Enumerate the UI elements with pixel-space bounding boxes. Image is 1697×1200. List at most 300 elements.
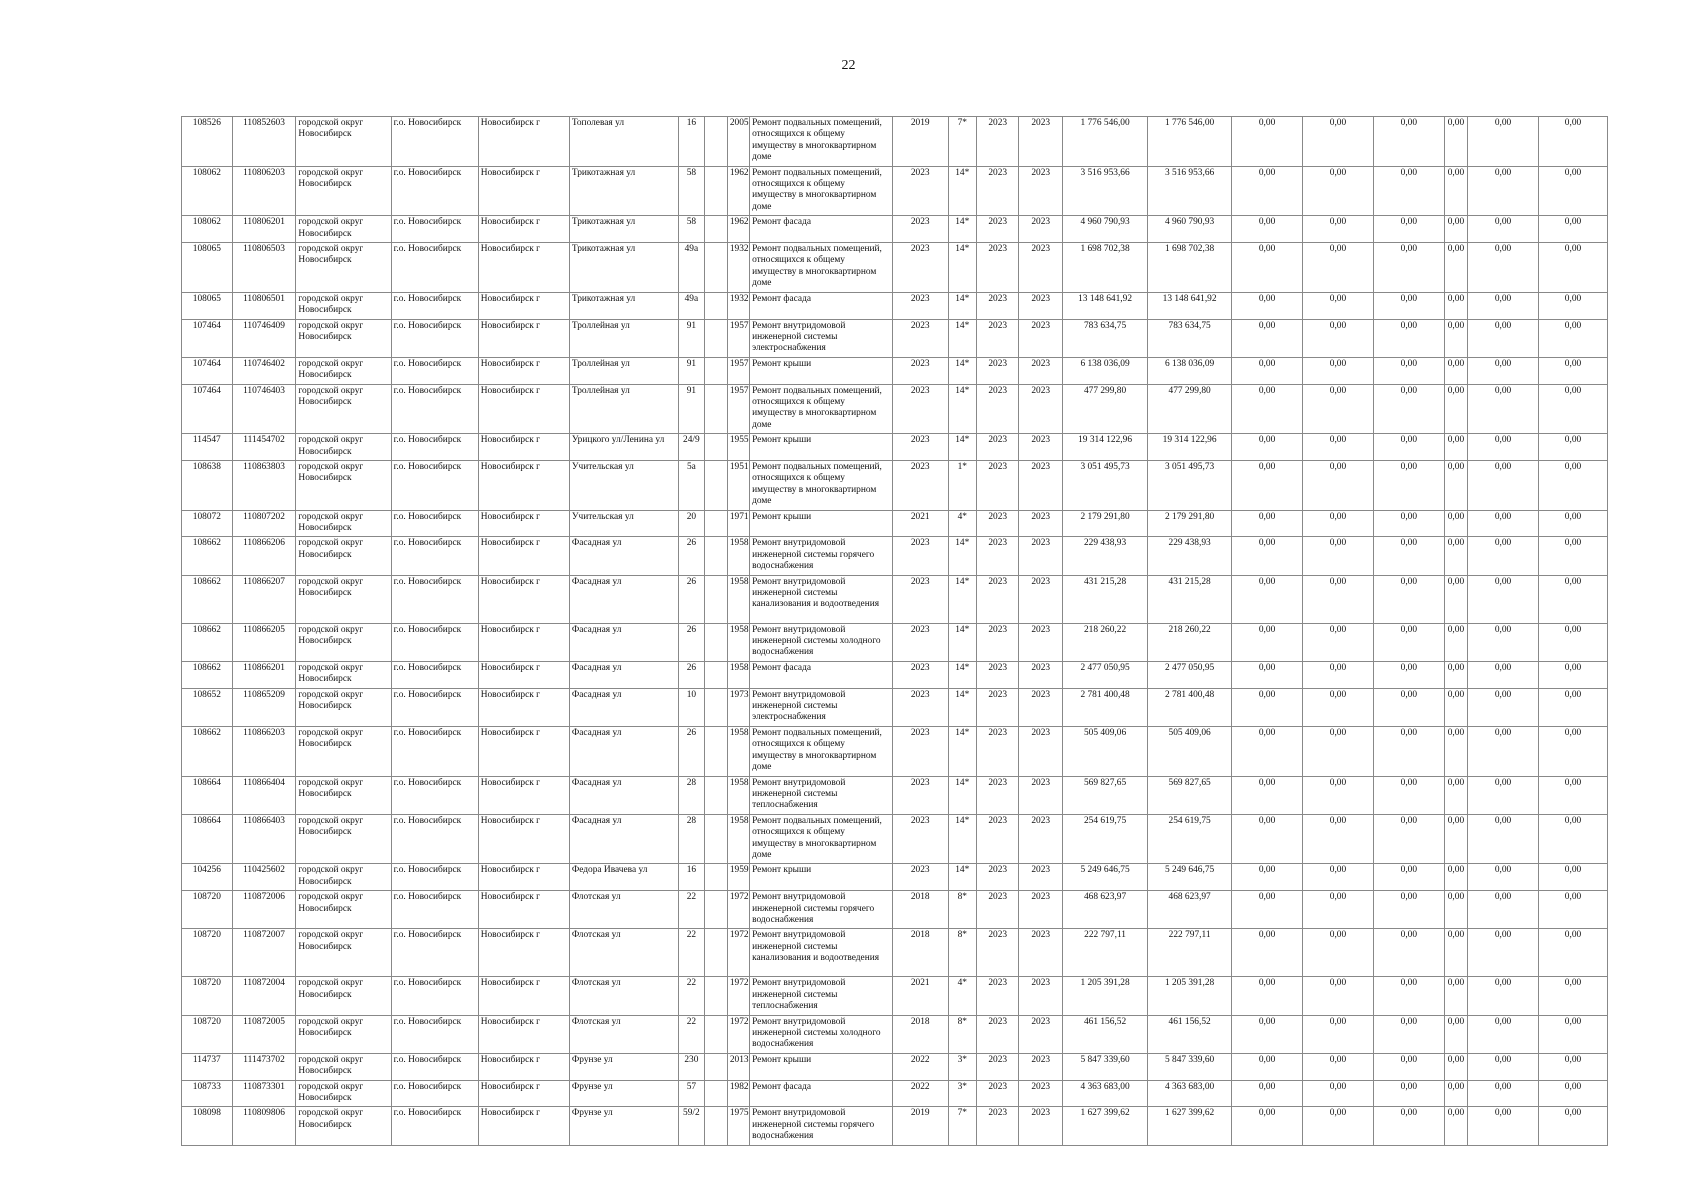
cell-fund-4: 0,00 <box>1444 688 1467 726</box>
cell-end-year: 2023 <box>1019 1015 1063 1053</box>
cell-building-id: 108062 <box>182 216 233 243</box>
cell-building-letter <box>704 166 727 216</box>
cell-fund-5: 0,00 <box>1468 977 1539 1015</box>
cell-plan-year: 2023 <box>892 776 948 814</box>
cell-end-year: 2023 <box>1019 575 1063 623</box>
cell-fund-3: 0,00 <box>1373 434 1444 461</box>
table-row <box>182 166 1608 216</box>
cell-building-letter <box>704 776 727 814</box>
cell-fund-6: 0,00 <box>1538 688 1607 726</box>
cell-fund-4: 0,00 <box>1444 357 1467 384</box>
cell-work-type: Ремонт фасада <box>750 292 893 319</box>
cell-work-code: 110866206 <box>232 537 296 575</box>
cell-fund-5: 0,00 <box>1468 243 1539 293</box>
cell-urban-okrug: г.о. Новосибирск <box>391 929 478 977</box>
cell-work-type: Ремонт крыши <box>750 434 893 461</box>
cell-build-year: 1957 <box>727 384 749 434</box>
cell-building-id: 107464 <box>182 357 233 384</box>
cell-fund-5: 0,00 <box>1468 661 1539 688</box>
cell-work-code: 110425602 <box>232 864 296 891</box>
cell-fund-2: 0,00 <box>1303 864 1374 891</box>
cell-fund-1: 0,00 <box>1232 726 1303 776</box>
cell-street: Троллейная ул <box>569 319 678 357</box>
cell-cost: 4 363 683,00 <box>1063 1080 1148 1107</box>
cell-building-letter <box>704 864 727 891</box>
cell-cost: 3 516 953,66 <box>1063 166 1148 216</box>
cell-municipal-district: городской округ Новосибирск <box>296 1107 391 1145</box>
cell-street: Учительская ул <box>569 510 678 537</box>
cell-end-year: 2023 <box>1019 117 1063 167</box>
cell-plan-year: 2023 <box>892 726 948 776</box>
cell-fund-4: 0,00 <box>1444 575 1467 623</box>
cell-fund-3: 0,00 <box>1373 977 1444 1015</box>
cell-urban-okrug: г.о. Новосибирск <box>391 575 478 623</box>
cell-total-cost: 1 776 546,00 <box>1148 117 1232 167</box>
cell-build-year: 1958 <box>727 623 749 661</box>
cell-fund-5: 0,00 <box>1468 292 1539 319</box>
cell-fund-3: 0,00 <box>1373 166 1444 216</box>
cell-fund-4: 0,00 <box>1444 292 1467 319</box>
cell-work-code: 110872006 <box>232 891 296 929</box>
cell-fund-5: 0,00 <box>1468 319 1539 357</box>
cell-end-year: 2023 <box>1019 1107 1063 1145</box>
cell-fund-2: 0,00 <box>1303 688 1374 726</box>
cell-start-year: 2023 <box>976 384 1019 434</box>
cell-municipal-district: городской округ Новосибирск <box>296 864 391 891</box>
cell-municipal-district: городской округ Новосибирск <box>296 929 391 977</box>
cell-fund-2: 0,00 <box>1303 537 1374 575</box>
cell-city: Новосибирск г <box>478 977 569 1015</box>
cell-street: Фасадная ул <box>569 688 678 726</box>
cell-work-code: 110806201 <box>232 216 296 243</box>
cell-urban-okrug: г.о. Новосибирск <box>391 1107 478 1145</box>
cell-fund-4: 0,00 <box>1444 243 1467 293</box>
cell-fund-2: 0,00 <box>1303 434 1374 461</box>
cell-fund-5: 0,00 <box>1468 726 1539 776</box>
cell-cost: 2 477 050,95 <box>1063 661 1148 688</box>
cell-work-type: Ремонт подвальных помещений, относящихся к общему имуществу в многоквартирном доме <box>750 814 893 864</box>
cell-building-letter <box>704 575 727 623</box>
cell-municipal-district: городской округ Новосибирск <box>296 319 391 357</box>
cell-building-id: 108664 <box>182 814 233 864</box>
cell-building-letter <box>704 1080 727 1107</box>
cell-house-number: 49а <box>679 292 704 319</box>
cell-total-cost: 1 627 399,62 <box>1148 1107 1232 1145</box>
cell-start-year: 2023 <box>976 776 1019 814</box>
cell-street: Фасадная ул <box>569 537 678 575</box>
table-row <box>182 661 1608 688</box>
cell-fund-6: 0,00 <box>1538 1015 1607 1053</box>
cell-municipal-district: городской округ Новосибирск <box>296 891 391 929</box>
cell-fund-1: 0,00 <box>1232 166 1303 216</box>
cell-fund-5: 0,00 <box>1468 623 1539 661</box>
cell-fund-4: 0,00 <box>1444 460 1467 510</box>
cell-street: Фрунзе ул <box>569 1053 678 1080</box>
cell-end-year: 2023 <box>1019 891 1063 929</box>
cell-total-cost: 505 409,06 <box>1148 726 1232 776</box>
cell-urban-okrug: г.о. Новосибирск <box>391 166 478 216</box>
cell-fund-2: 0,00 <box>1303 776 1374 814</box>
cell-house-number: 28 <box>679 814 704 864</box>
cell-fund-6: 0,00 <box>1538 243 1607 293</box>
cell-note-mark: 14* <box>948 357 976 384</box>
cell-fund-2: 0,00 <box>1303 623 1374 661</box>
cell-start-year: 2023 <box>976 510 1019 537</box>
cell-urban-okrug: г.о. Новосибирск <box>391 891 478 929</box>
cell-fund-6: 0,00 <box>1538 726 1607 776</box>
table-row <box>182 216 1608 243</box>
cell-municipal-district: городской округ Новосибирск <box>296 1053 391 1080</box>
cell-house-number: 22 <box>679 891 704 929</box>
cell-building-id: 108662 <box>182 537 233 575</box>
cell-house-number: 24/9 <box>679 434 704 461</box>
cell-plan-year: 2023 <box>892 166 948 216</box>
cell-start-year: 2023 <box>976 977 1019 1015</box>
cell-fund-1: 0,00 <box>1232 776 1303 814</box>
cell-fund-2: 0,00 <box>1303 1053 1374 1080</box>
cell-building-letter <box>704 977 727 1015</box>
cell-city: Новосибирск г <box>478 292 569 319</box>
cell-building-id: 114547 <box>182 434 233 461</box>
cell-urban-okrug: г.о. Новосибирск <box>391 292 478 319</box>
cell-street: Фрунзе ул <box>569 1080 678 1107</box>
cell-building-id: 108526 <box>182 117 233 167</box>
cell-fund-3: 0,00 <box>1373 864 1444 891</box>
cell-build-year: 1962 <box>727 216 749 243</box>
table-row <box>182 1080 1608 1107</box>
cell-house-number: 16 <box>679 864 704 891</box>
cell-fund-6: 0,00 <box>1538 977 1607 1015</box>
cell-house-number: 26 <box>679 537 704 575</box>
cell-street: Флотская ул <box>569 1015 678 1053</box>
cell-end-year: 2023 <box>1019 357 1063 384</box>
cell-building-letter <box>704 661 727 688</box>
cell-plan-year: 2023 <box>892 814 948 864</box>
cell-building-letter <box>704 117 727 167</box>
cell-fund-2: 0,00 <box>1303 510 1374 537</box>
cell-house-number: 58 <box>679 216 704 243</box>
cell-fund-6: 0,00 <box>1538 537 1607 575</box>
cell-fund-4: 0,00 <box>1444 537 1467 575</box>
cell-fund-3: 0,00 <box>1373 510 1444 537</box>
cell-plan-year: 2023 <box>892 319 948 357</box>
cell-fund-5: 0,00 <box>1468 891 1539 929</box>
cell-building-id: 108662 <box>182 575 233 623</box>
cell-fund-1: 0,00 <box>1232 117 1303 167</box>
cell-note-mark: 14* <box>948 726 976 776</box>
cell-work-type: Ремонт подвальных помещений, относящихся к общему имуществу в многоквартирном доме <box>750 460 893 510</box>
cell-house-number: 5а <box>679 460 704 510</box>
cell-urban-okrug: г.о. Новосибирск <box>391 1053 478 1080</box>
cell-cost: 1 627 399,62 <box>1063 1107 1148 1145</box>
cell-start-year: 2023 <box>976 460 1019 510</box>
cell-build-year: 1951 <box>727 460 749 510</box>
cell-fund-1: 0,00 <box>1232 357 1303 384</box>
cell-note-mark: 14* <box>948 384 976 434</box>
table-row <box>182 1053 1608 1080</box>
table-row <box>182 319 1608 357</box>
cell-fund-3: 0,00 <box>1373 357 1444 384</box>
cell-fund-3: 0,00 <box>1373 726 1444 776</box>
cell-city: Новосибирск г <box>478 688 569 726</box>
cell-work-type: Ремонт крыши <box>750 510 893 537</box>
cell-work-code: 110872007 <box>232 929 296 977</box>
cell-fund-6: 0,00 <box>1538 575 1607 623</box>
cell-urban-okrug: г.о. Новосибирск <box>391 623 478 661</box>
cell-plan-year: 2018 <box>892 929 948 977</box>
cell-total-cost: 229 438,93 <box>1148 537 1232 575</box>
table-body <box>182 117 1608 1146</box>
cell-start-year: 2023 <box>976 726 1019 776</box>
cell-work-type: Ремонт фасада <box>750 1080 893 1107</box>
cell-plan-year: 2023 <box>892 434 948 461</box>
cell-street: Урицкого ул/Ленина ул <box>569 434 678 461</box>
cell-fund-4: 0,00 <box>1444 726 1467 776</box>
cell-cost: 2 781 400,48 <box>1063 688 1148 726</box>
cell-building-letter <box>704 243 727 293</box>
cell-house-number: 20 <box>679 510 704 537</box>
cell-fund-2: 0,00 <box>1303 357 1374 384</box>
cell-fund-3: 0,00 <box>1373 384 1444 434</box>
cell-work-type: Ремонт внутридомовой инженерной системы горячего водоснабжения <box>750 891 893 929</box>
cell-city: Новосибирск г <box>478 384 569 434</box>
cell-fund-5: 0,00 <box>1468 1080 1539 1107</box>
cell-start-year: 2023 <box>976 537 1019 575</box>
cell-total-cost: 783 634,75 <box>1148 319 1232 357</box>
cell-cost: 505 409,06 <box>1063 726 1148 776</box>
cell-fund-5: 0,00 <box>1468 776 1539 814</box>
cell-total-cost: 222 797,11 <box>1148 929 1232 977</box>
cell-house-number: 91 <box>679 357 704 384</box>
cell-plan-year: 2023 <box>892 460 948 510</box>
cell-fund-5: 0,00 <box>1468 537 1539 575</box>
cell-fund-1: 0,00 <box>1232 977 1303 1015</box>
cell-fund-4: 0,00 <box>1444 117 1467 167</box>
cell-urban-okrug: г.о. Новосибирск <box>391 216 478 243</box>
cell-fund-1: 0,00 <box>1232 1080 1303 1107</box>
cell-building-id: 108662 <box>182 726 233 776</box>
cell-fund-1: 0,00 <box>1232 537 1303 575</box>
cell-house-number: 26 <box>679 661 704 688</box>
cell-building-id: 108065 <box>182 292 233 319</box>
cell-fund-5: 0,00 <box>1468 1015 1539 1053</box>
cell-fund-2: 0,00 <box>1303 243 1374 293</box>
cell-total-cost: 4 363 683,00 <box>1148 1080 1232 1107</box>
cell-note-mark: 14* <box>948 575 976 623</box>
cell-fund-6: 0,00 <box>1538 384 1607 434</box>
cell-build-year: 1955 <box>727 434 749 461</box>
cell-start-year: 2023 <box>976 864 1019 891</box>
cell-end-year: 2023 <box>1019 726 1063 776</box>
cell-work-type: Ремонт внутридомовой инженерной системы теплоснабжения <box>750 977 893 1015</box>
cell-fund-5: 0,00 <box>1468 166 1539 216</box>
cell-fund-3: 0,00 <box>1373 661 1444 688</box>
cell-total-cost: 19 314 122,96 <box>1148 434 1232 461</box>
cell-start-year: 2023 <box>976 661 1019 688</box>
cell-fund-5: 0,00 <box>1468 460 1539 510</box>
cell-fund-4: 0,00 <box>1444 814 1467 864</box>
cell-plan-year: 2023 <box>892 661 948 688</box>
cell-total-cost: 1 205 391,28 <box>1148 977 1232 1015</box>
cell-urban-okrug: г.о. Новосибирск <box>391 460 478 510</box>
table-row <box>182 117 1608 167</box>
cell-build-year: 1958 <box>727 726 749 776</box>
table-row <box>182 688 1608 726</box>
cell-street: Трикотажная ул <box>569 166 678 216</box>
cell-municipal-district: городской округ Новосибирск <box>296 292 391 319</box>
cell-street: Фрунзе ул <box>569 1107 678 1145</box>
cell-work-type: Ремонт внутридомовой инженерной системы горячего водоснабжения <box>750 537 893 575</box>
cell-fund-3: 0,00 <box>1373 292 1444 319</box>
cell-start-year: 2023 <box>976 434 1019 461</box>
cell-city: Новосибирск г <box>478 537 569 575</box>
cell-city: Новосибирск г <box>478 434 569 461</box>
cell-fund-1: 0,00 <box>1232 929 1303 977</box>
cell-fund-6: 0,00 <box>1538 117 1607 167</box>
cell-fund-6: 0,00 <box>1538 460 1607 510</box>
cell-fund-3: 0,00 <box>1373 117 1444 167</box>
cell-fund-6: 0,00 <box>1538 864 1607 891</box>
cell-municipal-district: городской округ Новосибирск <box>296 117 391 167</box>
table-row <box>182 977 1608 1015</box>
cell-fund-4: 0,00 <box>1444 1107 1467 1145</box>
cell-municipal-district: городской округ Новосибирск <box>296 623 391 661</box>
cell-start-year: 2023 <box>976 117 1019 167</box>
cell-fund-1: 0,00 <box>1232 1053 1303 1080</box>
cell-house-number: 230 <box>679 1053 704 1080</box>
cell-building-id: 108720 <box>182 929 233 977</box>
table-row <box>182 814 1608 864</box>
cell-start-year: 2023 <box>976 243 1019 293</box>
cell-house-number: 26 <box>679 623 704 661</box>
cell-cost: 4 960 790,93 <box>1063 216 1148 243</box>
cell-work-type: Ремонт крыши <box>750 864 893 891</box>
cell-work-type: Ремонт фасада <box>750 216 893 243</box>
cell-fund-4: 0,00 <box>1444 319 1467 357</box>
cell-total-cost: 5 249 646,75 <box>1148 864 1232 891</box>
cell-total-cost: 468 623,97 <box>1148 891 1232 929</box>
cell-start-year: 2023 <box>976 319 1019 357</box>
cell-cost: 3 051 495,73 <box>1063 460 1148 510</box>
cell-fund-3: 0,00 <box>1373 814 1444 864</box>
cell-urban-okrug: г.о. Новосибирск <box>391 1015 478 1053</box>
cell-fund-4: 0,00 <box>1444 434 1467 461</box>
cell-building-letter <box>704 1053 727 1080</box>
cell-work-code: 111454702 <box>232 434 296 461</box>
cell-cost: 569 827,65 <box>1063 776 1148 814</box>
cell-build-year: 1958 <box>727 537 749 575</box>
cell-building-id: 114737 <box>182 1053 233 1080</box>
cell-building-id: 108065 <box>182 243 233 293</box>
cell-house-number: 22 <box>679 929 704 977</box>
cell-fund-4: 0,00 <box>1444 1015 1467 1053</box>
cell-cost: 2 179 291,80 <box>1063 510 1148 537</box>
cell-fund-6: 0,00 <box>1538 661 1607 688</box>
cell-build-year: 2005 <box>727 117 749 167</box>
cell-build-year: 1972 <box>727 891 749 929</box>
cell-building-letter <box>704 1107 727 1145</box>
cell-work-code: 110852603 <box>232 117 296 167</box>
cell-fund-2: 0,00 <box>1303 814 1374 864</box>
cell-build-year: 1962 <box>727 166 749 216</box>
cell-work-code: 110866404 <box>232 776 296 814</box>
cell-city: Новосибирск г <box>478 243 569 293</box>
cell-note-mark: 14* <box>948 864 976 891</box>
cell-fund-1: 0,00 <box>1232 216 1303 243</box>
table-row <box>182 384 1608 434</box>
cell-building-id: 108062 <box>182 166 233 216</box>
cell-fund-1: 0,00 <box>1232 891 1303 929</box>
cell-fund-2: 0,00 <box>1303 292 1374 319</box>
cell-total-cost: 431 215,28 <box>1148 575 1232 623</box>
cell-cost: 5 847 339,60 <box>1063 1053 1148 1080</box>
cell-work-code: 110806501 <box>232 292 296 319</box>
cell-street: Трикотажная ул <box>569 216 678 243</box>
cell-fund-2: 0,00 <box>1303 1080 1374 1107</box>
cell-end-year: 2023 <box>1019 292 1063 319</box>
cell-total-cost: 218 260,22 <box>1148 623 1232 661</box>
cell-fund-3: 0,00 <box>1373 776 1444 814</box>
cell-plan-year: 2023 <box>892 243 948 293</box>
cell-building-letter <box>704 537 727 575</box>
cell-street: Фасадная ул <box>569 575 678 623</box>
cell-end-year: 2023 <box>1019 510 1063 537</box>
cell-building-id: 108072 <box>182 510 233 537</box>
cell-note-mark: 1* <box>948 460 976 510</box>
cell-end-year: 2023 <box>1019 623 1063 661</box>
cell-start-year: 2023 <box>976 1080 1019 1107</box>
cell-city: Новосибирск г <box>478 661 569 688</box>
cell-municipal-district: городской округ Новосибирск <box>296 243 391 293</box>
cell-fund-1: 0,00 <box>1232 1107 1303 1145</box>
cell-build-year: 1958 <box>727 776 749 814</box>
cell-note-mark: 7* <box>948 1107 976 1145</box>
cell-end-year: 2023 <box>1019 216 1063 243</box>
cell-fund-4: 0,00 <box>1444 864 1467 891</box>
cell-fund-6: 0,00 <box>1538 1053 1607 1080</box>
cell-build-year: 2013 <box>727 1053 749 1080</box>
cell-city: Новосибирск г <box>478 216 569 243</box>
cell-work-type: Ремонт внутридомовой инженерной системы электроснабжения <box>750 319 893 357</box>
cell-street: Учительская ул <box>569 460 678 510</box>
cell-end-year: 2023 <box>1019 243 1063 293</box>
cell-fund-6: 0,00 <box>1538 1107 1607 1145</box>
cell-note-mark: 14* <box>948 776 976 814</box>
cell-note-mark: 14* <box>948 688 976 726</box>
cell-fund-2: 0,00 <box>1303 384 1374 434</box>
cell-work-type: Ремонт подвальных помещений, относящихся к общему имуществу в многоквартирном доме <box>750 117 893 167</box>
cell-city: Новосибирск г <box>478 510 569 537</box>
cell-work-type: Ремонт внутридомовой инженерной системы электроснабжения <box>750 688 893 726</box>
cell-plan-year: 2023 <box>892 537 948 575</box>
cell-plan-year: 2023 <box>892 575 948 623</box>
cell-total-cost: 6 138 036,09 <box>1148 357 1232 384</box>
cell-municipal-district: городской округ Новосибирск <box>296 537 391 575</box>
cell-house-number: 16 <box>679 117 704 167</box>
cell-build-year: 1959 <box>727 864 749 891</box>
cell-house-number: 58 <box>679 166 704 216</box>
table-row <box>182 243 1608 293</box>
cell-fund-3: 0,00 <box>1373 216 1444 243</box>
cell-cost: 1 205 391,28 <box>1063 977 1148 1015</box>
cell-cost: 13 148 641,92 <box>1063 292 1148 319</box>
cell-build-year: 1972 <box>727 977 749 1015</box>
cell-start-year: 2023 <box>976 216 1019 243</box>
cell-fund-6: 0,00 <box>1538 623 1607 661</box>
cell-municipal-district: городской округ Новосибирск <box>296 977 391 1015</box>
cell-city: Новосибирск г <box>478 726 569 776</box>
cell-street: Флотская ул <box>569 977 678 1015</box>
